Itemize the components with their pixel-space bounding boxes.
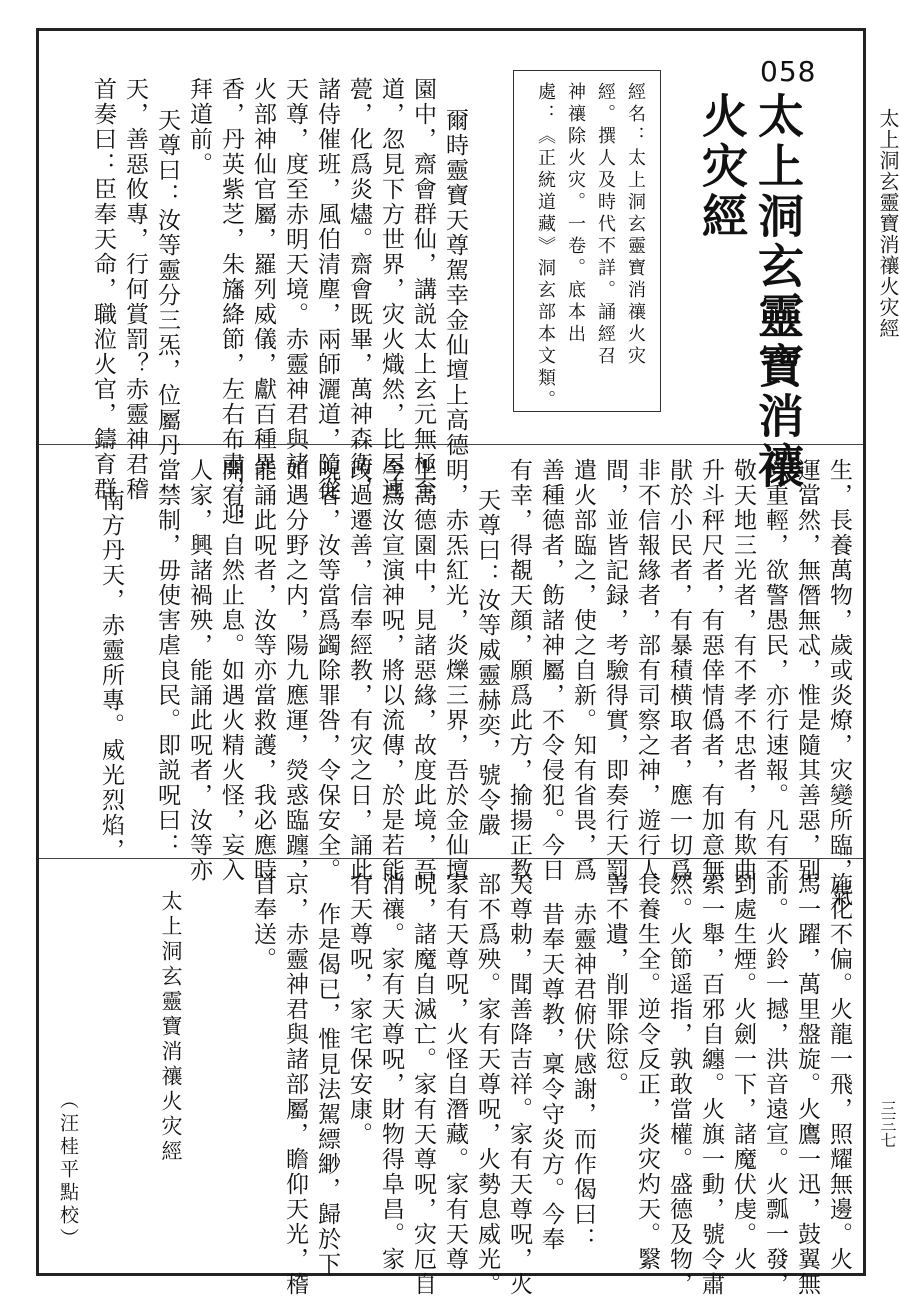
text-column: 索一舉，百邪自纏。火旗一動，號令肅 bbox=[698, 872, 724, 1297]
text-column: 善種德者，飭諸神屬，不令侵犯。今日 bbox=[538, 458, 564, 883]
text-column: 運當然，無僭無忒，惟是隨其善惡，别 bbox=[794, 458, 820, 883]
text-column: 作是偈已，惟見法駕縹緲，歸於下 bbox=[314, 902, 340, 1277]
text-column: 天尊曰：汝等靈分三炁，位屬丹 bbox=[154, 108, 180, 458]
text-column: 天尊，度至赤明天境。赤靈神君與諸 bbox=[282, 77, 308, 477]
text-column: 以重輕，欲警愚民，亦行速報。凡有不 bbox=[762, 458, 788, 883]
text-column: 天，善惡攸專，行何賞罰？赤靈神君稽 bbox=[122, 77, 148, 502]
scripture-title-line: 火灾經 bbox=[695, 92, 749, 242]
scripture-number: 058 bbox=[760, 55, 817, 88]
text-column: 香，丹英紫芝，朱旛絳節，左右布肅，迎 bbox=[218, 77, 244, 527]
text-column: 遣火部臨之，使之自新。知有省畏，爲 bbox=[570, 458, 596, 883]
text-column: 家有天尊呪，火怪自潛藏。家有天尊 bbox=[442, 872, 468, 1272]
text-column: 首奉送。 bbox=[250, 872, 276, 972]
text-column: 非不信報緣者，部有司察之神，遊行人 bbox=[634, 458, 660, 883]
text-column: 昔奉天尊教，稟令守炎方。今奉 bbox=[538, 902, 564, 1252]
text-column: 施化不偏。火龍一飛，照耀無邊。火 bbox=[826, 872, 852, 1272]
text-column: 甍，化爲炎燼。齋會既畢，萬神森衛， bbox=[346, 77, 372, 502]
text-column: 天尊勅，聞善降吉祥。家有天尊呪，火 bbox=[506, 872, 532, 1297]
text-column: 前。火鈴一撼，洪音遠宣。火瓢一發， bbox=[762, 872, 788, 1297]
text-column: 上高德園中，見諸惡緣，故度此境，吾 bbox=[410, 458, 436, 883]
text-column: 間，並皆記録，考驗得實，即奏行天罰， bbox=[602, 458, 628, 908]
text-column: 當禁制，毋使害虐良民。即説呪曰： bbox=[154, 458, 180, 858]
text-column: 園中，齋會群仙，講説太上玄元無極至 bbox=[410, 77, 436, 502]
text-column: 部不爲殃。家有天尊呪，火勢息威光。 bbox=[474, 872, 500, 1297]
text-column: 善不遺，削罪除愆。 bbox=[602, 872, 628, 1097]
text-column: 明，赤炁紅光，炎爍三界，吾於金仙壇 bbox=[442, 458, 468, 883]
text-column: 爾時靈寶天尊駕幸金仙壇上高德 bbox=[442, 108, 468, 458]
text-column: 呪，諸魔自滅亡。家有天尊呪，灾厄自 bbox=[410, 872, 436, 1297]
text-column: 今爲汝宣演神呪，將以流傳，於是若能 bbox=[378, 458, 404, 883]
text-column: 生，長養萬物，歲或炎燎，灾變所臨，氣 bbox=[826, 458, 852, 908]
text-column: 敬天地三光者，有不孝不忠者，有欺曲 bbox=[730, 458, 756, 883]
page-number: 三三七 bbox=[878, 1100, 897, 1148]
text-column: 如遇分野之内，陽九應運，熒惑臨躔， bbox=[282, 458, 308, 883]
text-column: 升斗秤尺者，有惡倖情僞者，有加意無 bbox=[698, 458, 724, 883]
text-column: 赤靈神君俯伏感謝，而作偈曰： bbox=[570, 902, 596, 1252]
text-column: 改過遷善，信奉經教，有灾之日，誦此 bbox=[346, 458, 372, 883]
text-column: 有天尊呪，家宅保安康。 bbox=[346, 872, 372, 1147]
text-column: 拜道前。 bbox=[186, 77, 212, 177]
text-column: 道，忽見下方世界，灾火熾然，比屋連 bbox=[378, 77, 404, 502]
text-column: 能誦此呪者，汝等亦當救護，我必應時 bbox=[250, 458, 276, 883]
running-title: 太上洞玄靈寶消禳火灾經 bbox=[876, 108, 900, 339]
text-column: 猒於小民者，有暴積横取者，應一切爲 bbox=[666, 458, 692, 883]
text-column: 南方丹天，赤靈所專。威光烈焰， bbox=[98, 488, 124, 863]
scripture-title-line: 太上洞玄靈寶消禳 bbox=[751, 92, 805, 492]
collator-credit: （汪桂平點校） bbox=[57, 1090, 79, 1251]
text-column: 長養生全。逆令反正，炎灾灼天。繄 bbox=[634, 872, 660, 1272]
text-column: 人家，興諸禍殃，能誦此呪者，汝等亦 bbox=[186, 458, 212, 883]
text-column: 呪者，汝等當爲蠲除罪咎，令保安全。 bbox=[314, 458, 340, 883]
intro-line: 經名：太上洞玄靈寶消禳火灾 bbox=[625, 82, 646, 368]
intro-line: 經。撰人及時代不詳。誦經召 bbox=[595, 82, 616, 368]
text-column: 天尊曰：汝等威靈赫奕，號令嚴 bbox=[474, 488, 500, 838]
text-column: 京，赤靈神君與諸部屬，瞻仰天光，稽 bbox=[282, 872, 308, 1297]
intro-line: 神禳除火灾。一卷。底本出 bbox=[565, 82, 586, 346]
text-column: 火部神仙官屬，羅列威儀，獻百種異 bbox=[250, 77, 276, 477]
closing-title: 太上洞玄靈寶消禳火灾經 bbox=[159, 890, 183, 1165]
text-column: 首奏曰：臣奉天命，職涖火官，鑄育群 bbox=[90, 77, 116, 502]
text-column: 然。火節遥指，孰敢當權。盛德及物， bbox=[666, 872, 692, 1297]
intro-line: 處：《正統道藏》洞玄部本文類。 bbox=[535, 82, 556, 412]
text-column: 消禳。家有天尊呪，財物得阜昌。家 bbox=[378, 872, 404, 1272]
text-column: 馬一躍，萬里盤旋。火鷹一迅，鼓翼無 bbox=[794, 872, 820, 1297]
text-column: 到處生煙。火劍一下，諸魔伏虔。火 bbox=[730, 872, 756, 1272]
text-column: 諸侍催班，風伯清塵，兩師灑道，隨從 bbox=[314, 77, 340, 502]
text-column: 有幸，得覩天顔，願爲此方，揄揚正教。 bbox=[506, 458, 532, 908]
text-column: 開宥，自然止息。如遇火精火怪，妄入 bbox=[218, 458, 244, 883]
